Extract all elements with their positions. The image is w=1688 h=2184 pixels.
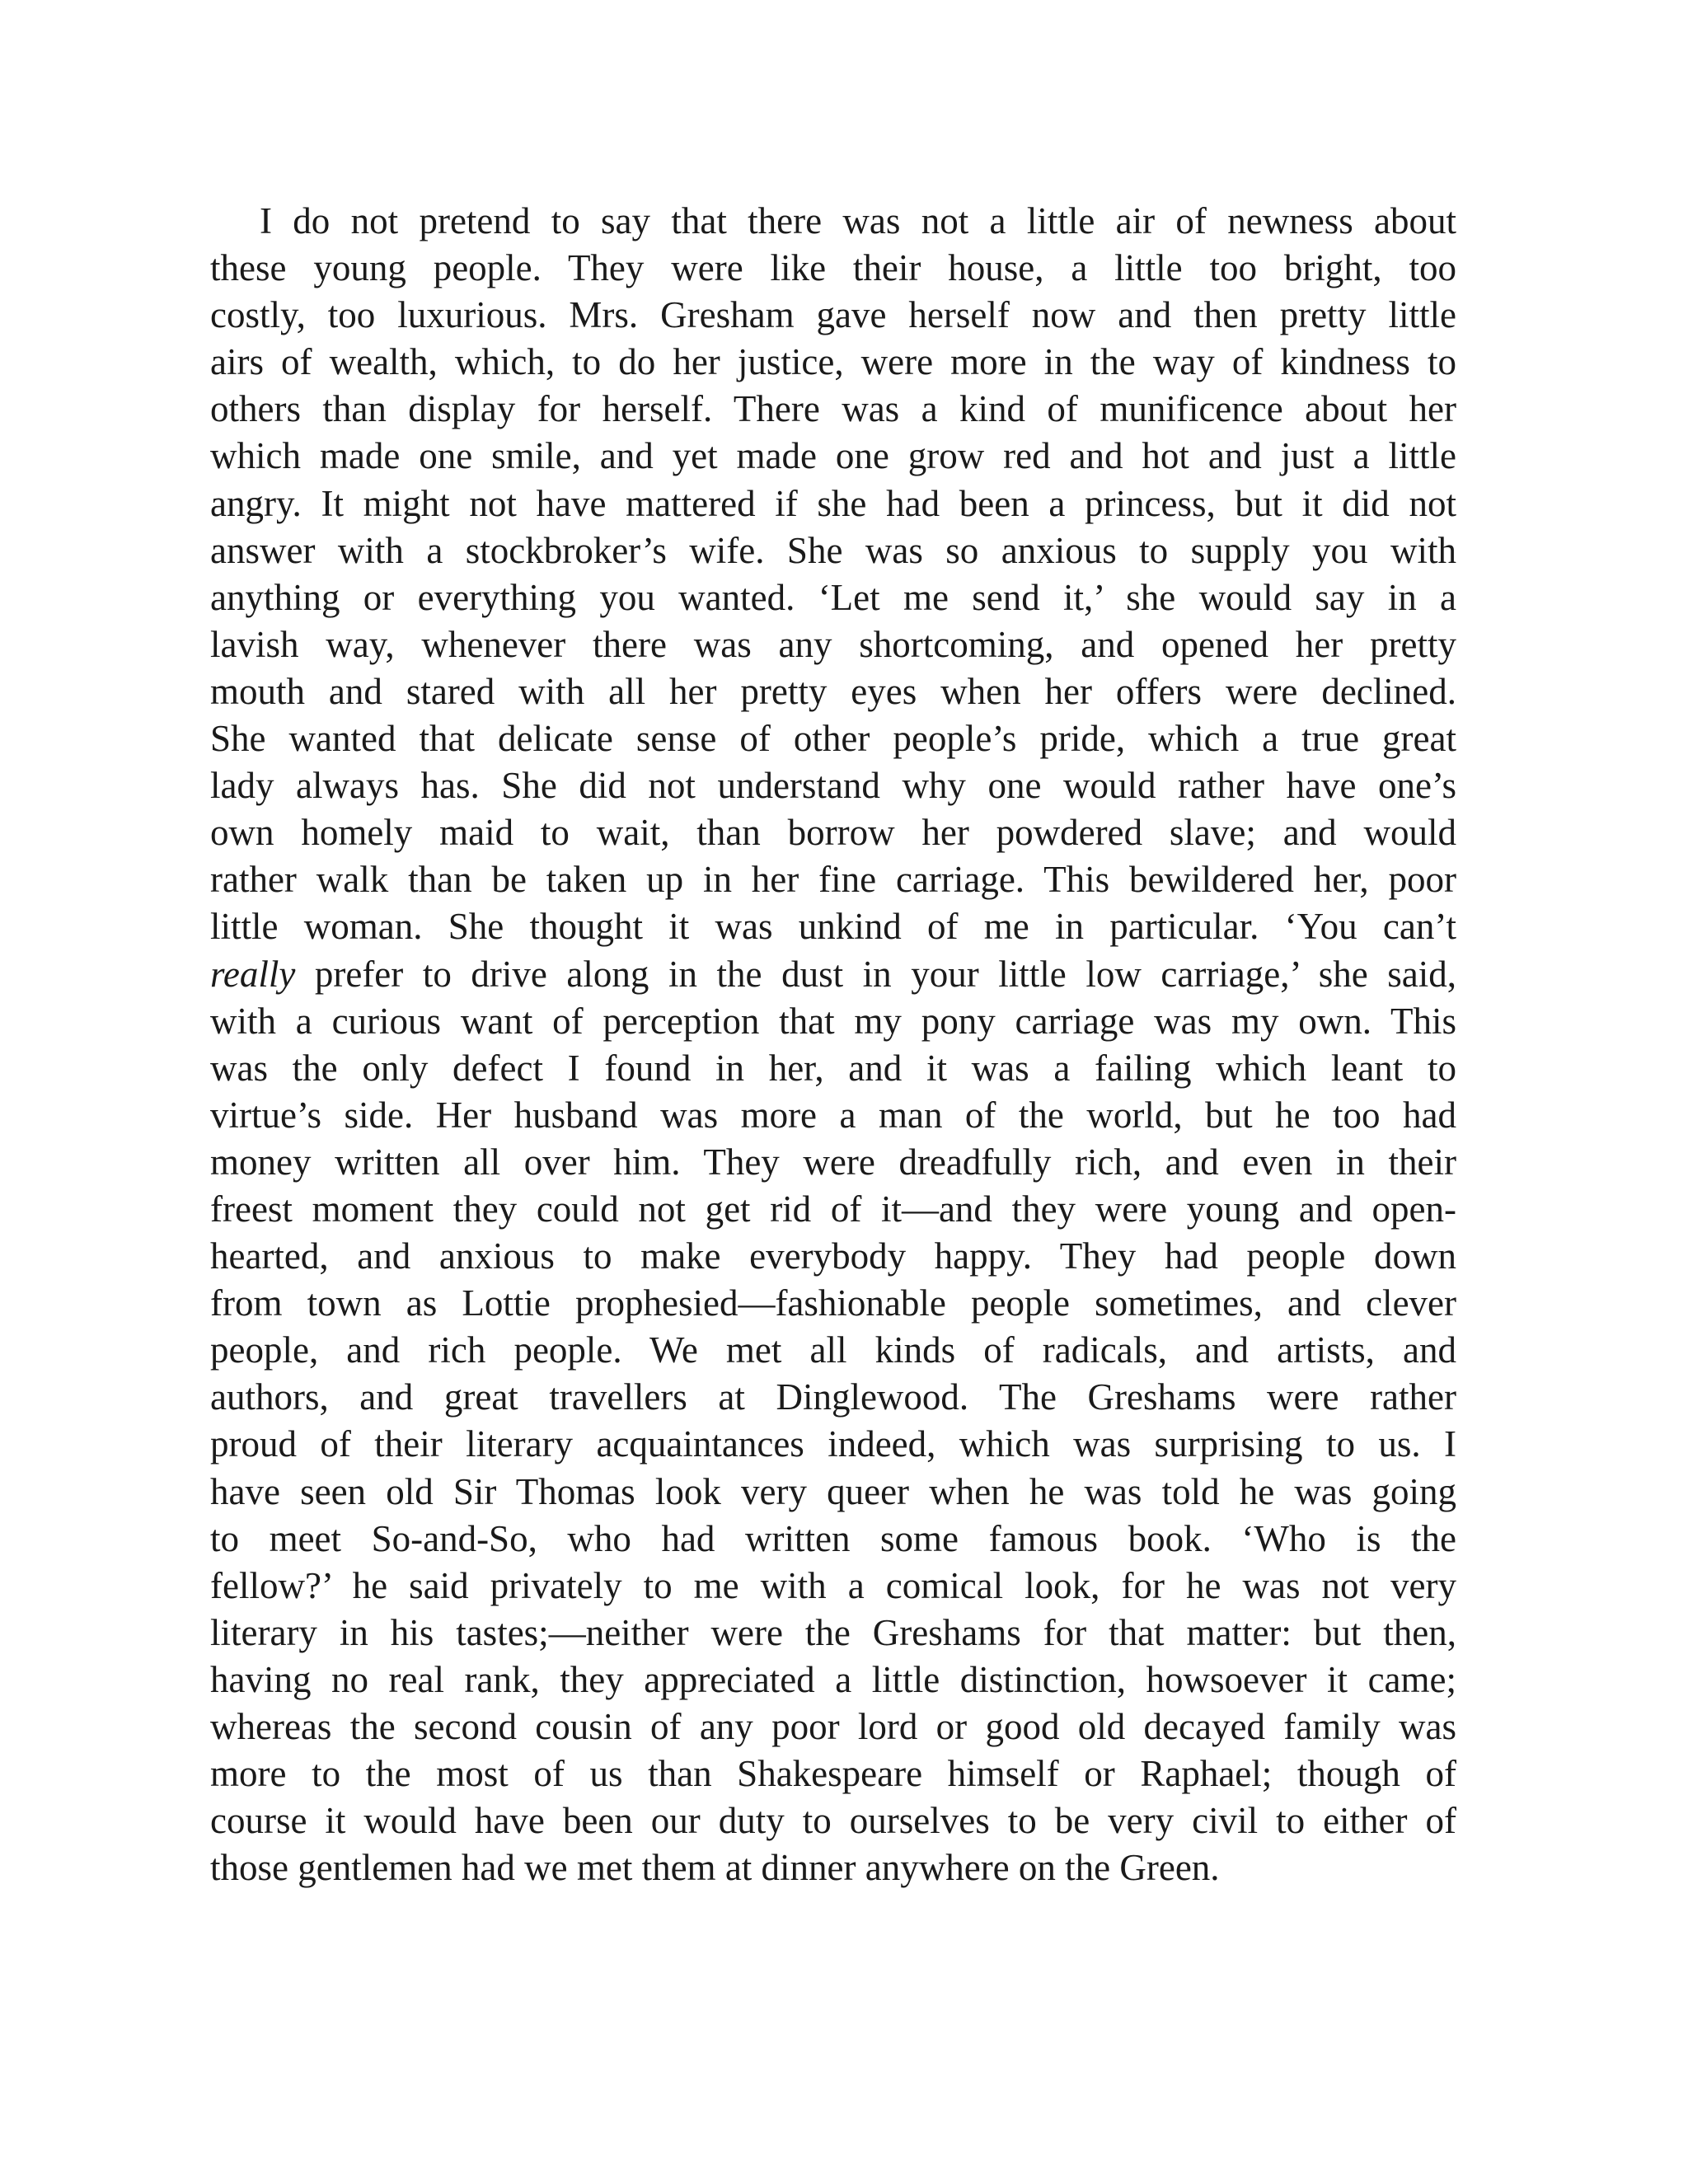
text-line: having no real rank, they appreciated a little distinction, howsoever it came;	[210, 1658, 1456, 1700]
text-line: lady always has. She did not understand why one would rather have one’s	[210, 765, 1456, 807]
italic-line-rest: prefer to drive along in the dust in your little low carriage,’ she said,	[295, 953, 1456, 995]
text-line: more to the most of us than Shakespeare himself or Raphael; though of	[210, 1753, 1456, 1795]
text-line: airs of wealth, which, to do her justice, were more in the way of kindness to	[210, 341, 1456, 383]
text-line: literary in his tastes;—neither were the Greshams for that matter: but then,	[210, 1611, 1456, 1653]
text-line: money written all over him. They were dreadfully rich, and even in their	[210, 1141, 1456, 1183]
italic-emphasis: really	[210, 953, 296, 995]
text-line: costly, too luxurious. Mrs. Gresham gave herself now and then pretty little	[210, 294, 1456, 336]
text-line: fellow?’ he said privately to me with a comical look, for he was not very	[210, 1564, 1456, 1606]
text-line: have seen old Sir Thomas look very queer when he was told he was going	[210, 1470, 1456, 1512]
text-line: mouth and stared with all her pretty eyes when her offers were declined.	[210, 670, 1456, 712]
text-line: was the only defect I found in her, and it was a failing which leant to	[210, 1047, 1456, 1089]
text-line: proud of their literary acquaintances indeed, which was surprising to us. I	[210, 1423, 1456, 1465]
text-line: course it would have been our duty to ourselves to be very civil to either of	[210, 1800, 1456, 1842]
text-line: I do not pretend to say that there was not a little air of newness about	[260, 200, 1456, 241]
text-line: these young people. They were like their house, a little too bright, too	[210, 247, 1456, 289]
text-line: people, and rich people. We met all kinds of radicals, and artists, and	[210, 1329, 1456, 1371]
text-line: with a curious want of perception that my pony carriage was my own. This	[210, 1000, 1456, 1042]
text-line: virtue’s side. Her husband was more a man of the world, but he too had	[210, 1094, 1456, 1136]
text-line: others than display for herself. There was a kind of munificence about her	[210, 388, 1456, 430]
text-line: those gentlemen had we met them at dinner anywhere on the Green.	[210, 1847, 1220, 1889]
text-line: answer with a stockbroker’s wife. She was so anxious to supply you with	[210, 529, 1456, 571]
text-line: which made one smile, and yet made one grow red and hot and just a little	[210, 435, 1456, 477]
text-line: little woman. She thought it was unkind of me in particular. ‘You can’t	[210, 906, 1456, 948]
text-line: She wanted that delicate sense of other people’s pride, which a true great	[210, 718, 1456, 760]
text-line: from town as Lottie prophesied—fashionable people sometimes, and clever	[210, 1282, 1456, 1324]
text-line: whereas the second cousin of any poor lord or good old decayed family was	[210, 1706, 1456, 1747]
text-line: lavish way, whenever there was any shortcoming, and opened her pretty	[210, 623, 1456, 665]
text-line: own homely maid to wait, than borrow her powdered slave; and would	[210, 812, 1456, 854]
text-line: angry. It might not have mattered if she had been a princess, but it did not	[210, 482, 1456, 524]
text-line: rather walk than be taken up in her fine carriage. This bewildered her, poor	[210, 859, 1456, 901]
text-line: freest moment they could not get rid of it—and they were young and open-	[210, 1188, 1456, 1230]
body-paragraph	[210, 198, 1456, 1891]
text-line-italic	[210, 951, 1456, 998]
text-line: anything or everything you wanted. ‘Let me send it,’ she would say in a	[210, 576, 1456, 618]
text-line: to meet So-and-So, who had written some famous book. ‘Who is the	[210, 1517, 1456, 1559]
text-line: authors, and great travellers at Dinglewood. The Greshams were rather	[210, 1376, 1456, 1418]
text-line: hearted, and anxious to make everybody happy. They had people down	[210, 1235, 1456, 1277]
